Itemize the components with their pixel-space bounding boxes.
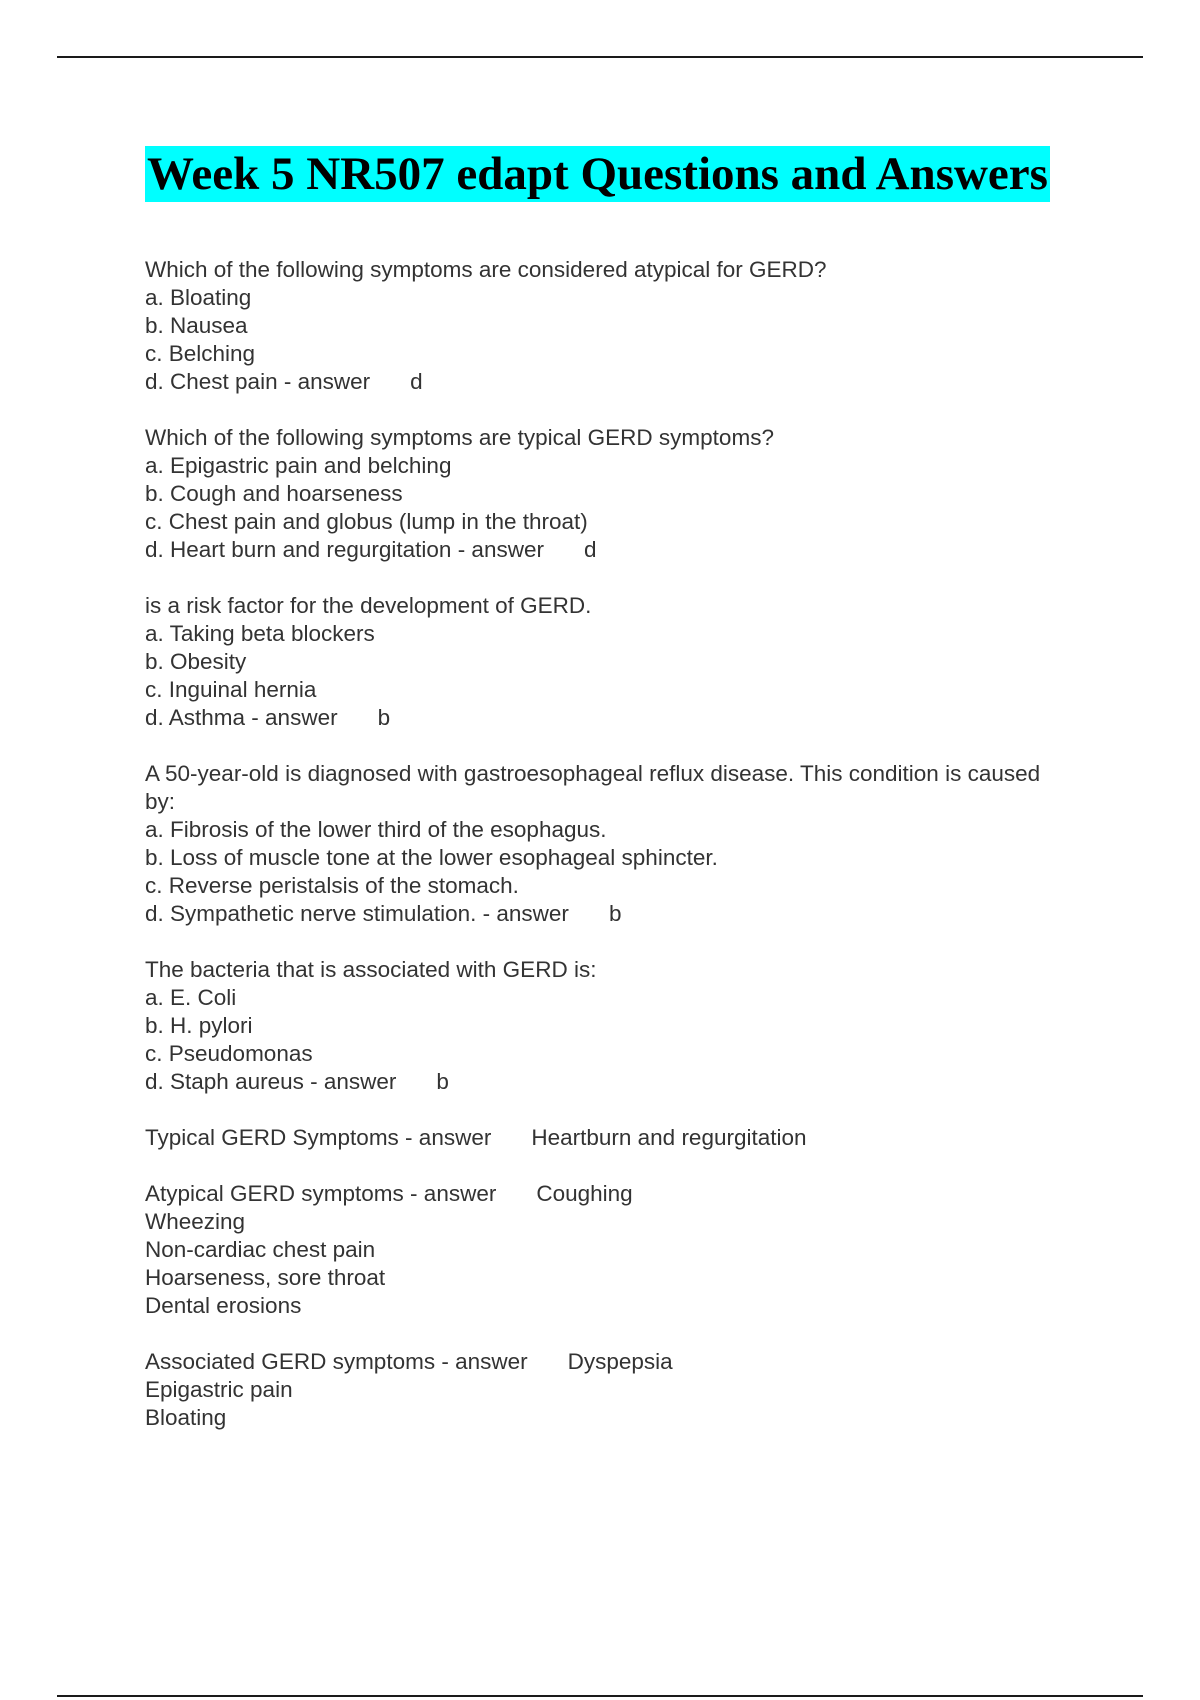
definition-block — [145, 1348, 1045, 1432]
page-title: Week 5 NR507 edapt Questions and Answers — [147, 148, 1048, 200]
answer-option: c. Chest pain and globus (lump in the throat) — [145, 509, 588, 534]
question-text: A 50-year-old is diagnosed with gastroesophageal reflux disease. This condition is caused by: — [145, 761, 1041, 814]
question-block — [145, 956, 1045, 1096]
correct-answer: d — [410, 369, 423, 394]
correct-answer: b — [608, 901, 622, 926]
answer-option: d. Sympathetic nerve stimulation. - answer — [145, 901, 569, 926]
definition-answer: Heartburn and regurgitation — [531, 1125, 807, 1150]
question-text: is a risk factor for the development of GERD. — [145, 593, 592, 618]
answer-option: d. Chest pain - answer — [145, 369, 371, 394]
answer-option: b. Nausea — [145, 313, 248, 338]
definition-answer-item: Wheezing — [145, 1209, 246, 1234]
correct-answer: b — [377, 705, 391, 730]
definition-answer-item: Bloating — [145, 1405, 227, 1430]
answer-option: a. Taking beta blockers — [145, 621, 375, 646]
answer-option: a. Fibrosis of the lower third of the esophagus. — [145, 817, 607, 842]
definition-answer-item: Hoarseness, sore throat — [145, 1265, 386, 1290]
answer-option: d. Asthma - answer — [145, 705, 338, 730]
answer-line — [145, 900, 1045, 928]
answer-option: d. Heart burn and regurgitation - answer — [145, 537, 544, 562]
answer-option: d. Staph aureus - answer — [145, 1069, 397, 1094]
answer-option: c. Reverse peristalsis of the stomach. — [145, 873, 519, 898]
definition-answer-item: Non-cardiac chest pain — [145, 1237, 376, 1262]
answer-line — [145, 368, 1045, 396]
question-text: The bacteria that is associated with GERD is: — [145, 957, 597, 982]
definition-line — [145, 1180, 1045, 1208]
answer-option: a. Epigastric pain and belching — [145, 453, 452, 478]
definition-term: Typical GERD Symptoms - answer — [145, 1125, 492, 1150]
answer-option: a. Bloating — [145, 285, 252, 310]
answer-option: b. Loss of muscle tone at the lower esophageal sphincter. — [145, 845, 718, 870]
document-body — [145, 256, 1045, 1460]
definition-block — [145, 1180, 1045, 1320]
correct-answer: d — [583, 537, 597, 562]
question-block — [145, 592, 1045, 732]
answer-option: b. Obesity — [145, 649, 247, 674]
definition-answer: Dyspepsia — [567, 1349, 673, 1374]
answer-line — [145, 704, 1045, 732]
answer-line — [145, 536, 1045, 564]
definition-answer-item: Dental erosions — [145, 1293, 302, 1318]
question-block — [145, 256, 1045, 396]
definition-line — [145, 1348, 1045, 1376]
definition-answer: Coughing — [536, 1181, 633, 1206]
question-text: Which of the following symptoms are typical GERD symptoms? — [145, 425, 774, 450]
answer-option: a. E. Coli — [145, 985, 237, 1010]
question-block — [145, 424, 1045, 564]
answer-option: c. Belching — [145, 341, 256, 366]
definition-block — [145, 1124, 1045, 1152]
answer-option: b. Cough and hoarseness — [145, 481, 403, 506]
question-block — [145, 760, 1045, 928]
definition-line — [145, 1124, 1045, 1152]
definition-term: Atypical GERD symptoms - answer — [145, 1181, 497, 1206]
answer-option: c. Pseudomonas — [145, 1041, 313, 1066]
definition-term: Associated GERD symptoms - answer — [145, 1349, 528, 1374]
bottom-divider — [57, 1695, 1143, 1697]
top-divider — [57, 56, 1143, 58]
answer-option: c. Inguinal hernia — [145, 677, 317, 702]
answer-line — [145, 1068, 1045, 1096]
correct-answer: b — [436, 1069, 449, 1094]
definition-answer-item: Epigastric pain — [145, 1377, 293, 1402]
question-text: Which of the following symptoms are considered atypical for GERD? — [145, 257, 827, 282]
answer-option: b. H. pylori — [145, 1013, 253, 1038]
